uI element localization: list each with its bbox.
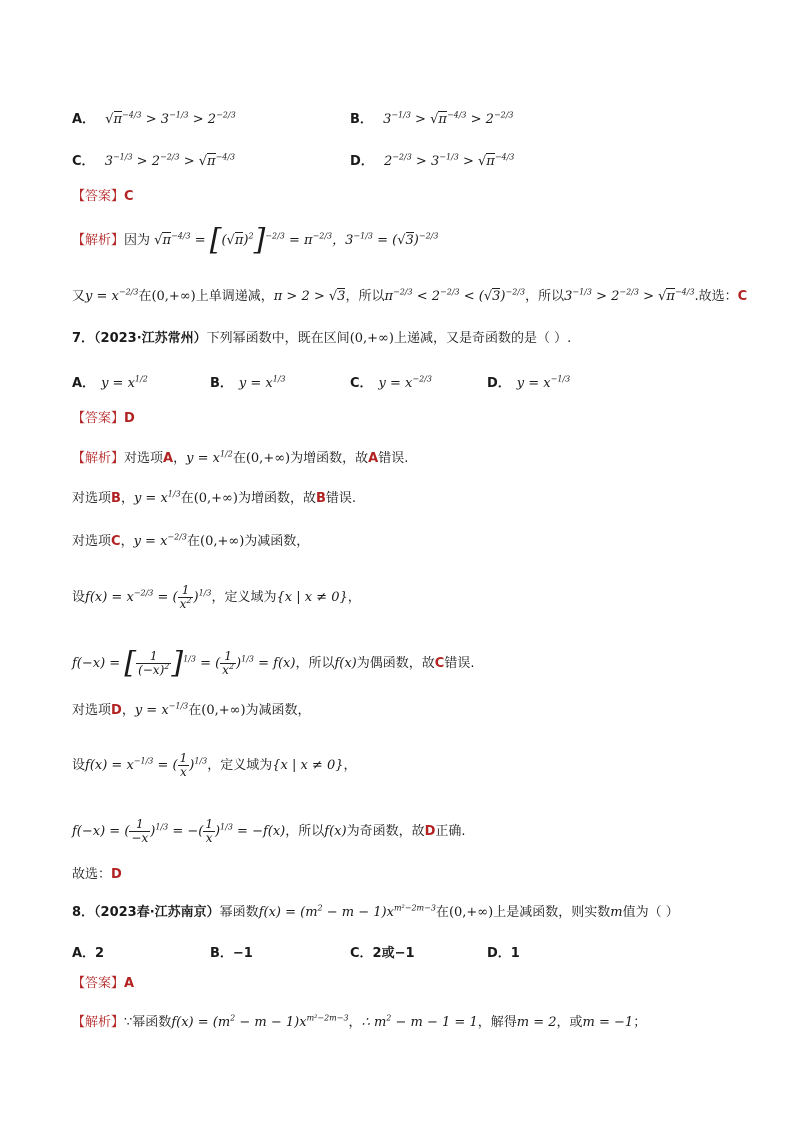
- text: 为增函数，故: [237, 491, 316, 506]
- text: .故选：: [694, 289, 738, 304]
- text: 上是减函数，则实数: [493, 905, 611, 920]
- analysis-tag: 【解析】: [72, 451, 125, 466]
- formula: f(x): [334, 656, 357, 671]
- q7-final: [72, 866, 122, 884]
- text: 值为（ ）: [622, 905, 679, 920]
- formula: (0,+∞): [201, 703, 246, 718]
- text: 因为: [124, 233, 151, 248]
- option-ref: D: [424, 824, 436, 839]
- text: ，所以: [285, 824, 325, 839]
- formula: $f(x) = x^{-2/3}$ = ( $\frac{1}{x^2}$ )$^{1/3}$: [85, 583, 212, 611]
- q6-option-a: [72, 108, 236, 127]
- option-ref: D: [111, 703, 122, 718]
- formula: (0,+∞): [151, 289, 196, 304]
- formula: f(−x) = ( $\frac{1}{-x}$ )$^{1/3}$ = −( $\frac{1}{x}$ )$^{1/3}$ = −f(x): [72, 817, 286, 845]
- q8-option-a: A．2: [72, 946, 105, 961]
- formula: (0,+∞): [193, 491, 238, 506]
- q8-stem: [72, 904, 679, 922]
- q6-option-c: [72, 150, 235, 169]
- formula: f(x): [324, 824, 347, 839]
- text: 又: [72, 289, 86, 304]
- answer-tag: 【答案】: [72, 411, 125, 426]
- option-ref: B: [111, 491, 121, 506]
- q6-answer: [72, 188, 134, 206]
- option-label: A．: [72, 376, 96, 391]
- formula: $y = x^{-2/3}$: [133, 532, 187, 549]
- formula: (0,+∞): [448, 905, 494, 920]
- q8-answer: [72, 975, 134, 993]
- q6-analysis-line2: [72, 288, 747, 306]
- option-ref: B: [315, 491, 326, 506]
- text: 为减函数，: [245, 703, 311, 718]
- text: 在: [187, 534, 201, 549]
- text: 在: [180, 491, 194, 506]
- text: 错误.: [325, 491, 357, 506]
- q7-answer: [72, 410, 135, 428]
- question-number: 7．: [72, 331, 95, 346]
- formula: $3^{-1/3} > √\pi^{-4/3} > 2^{-2/3}$: [383, 110, 514, 127]
- formula: $f(x) = (m^2 - m - 1)x^{m^2-2m-3}$: [171, 1013, 349, 1030]
- because-symbol: ∵: [124, 1015, 133, 1030]
- q7-option-d: [487, 372, 570, 391]
- q6-analysis-line1: [72, 222, 439, 258]
- text: 在: [435, 905, 449, 920]
- text: ，定义域为: [211, 590, 277, 605]
- option-label: B．: [210, 376, 233, 391]
- formula: $y = x^{-1/3}$: [134, 701, 189, 718]
- answer-value: A: [124, 976, 135, 991]
- formula: $y = x^{-2/3}$: [85, 287, 139, 304]
- q7-option-c: [350, 372, 432, 391]
- formula: $y = x^{1/3}$: [238, 374, 286, 391]
- formula: $3^{-1/3} > 2^{-2/3} > √\pi^{-4/3}$: [104, 152, 236, 169]
- option-label: C．: [350, 376, 373, 391]
- q6-option-d: [350, 150, 514, 169]
- formula: $y = x^{1/3}$: [133, 489, 181, 506]
- formula: $y = x^{1/2}$: [186, 449, 233, 466]
- formula: m = −1: [582, 1015, 634, 1030]
- q7-analysis-c: 对选项C，$y = x^{-2/3}$在(0,+∞)为减函数，: [72, 532, 310, 549]
- question-source: （2023·江苏常州）: [94, 331, 207, 346]
- formula: $3^{-1/3} > 2^{-2/3} > √\pi^{-4/3}$: [564, 287, 695, 304]
- formula: {x | x ≠ 0}: [272, 758, 344, 773]
- text: ，解得: [477, 1015, 517, 1030]
- text: 设: [72, 590, 86, 605]
- text: 为偶函数，故: [356, 656, 435, 671]
- option-ref: A: [368, 451, 379, 466]
- q8-option-c: C．2或−1: [350, 946, 415, 961]
- formula: (0,+∞): [349, 331, 394, 346]
- option-label: C．: [72, 154, 95, 169]
- text: ，定义域为: [207, 758, 273, 773]
- text: 为增函数，故: [290, 451, 369, 466]
- text: ，所以: [295, 656, 335, 671]
- text: ，所以: [525, 289, 565, 304]
- q7-analysis-d-def: 设$f(x) = x^{-1/3}$ = ( $\frac{1}{x}$ )$^{1/3}$，定义域为{x | x ≠ 0}，: [72, 751, 357, 779]
- text: ；: [633, 1015, 647, 1030]
- formula: f(−x) = [ $\frac{1}{(-x)^2}$ ]$^{1/3}$ = ( $\frac{1}{x^2}$ )$^{1/3}$ = f(x): [72, 645, 296, 681]
- answer-value: C: [124, 189, 134, 204]
- text: 幂函数: [132, 1015, 172, 1030]
- text: ，所以: [345, 289, 385, 304]
- text: ，: [348, 1015, 362, 1030]
- formula: m: [610, 905, 623, 920]
- text: 对选项: [72, 491, 112, 506]
- text: 在: [232, 451, 246, 466]
- option-label: B．: [350, 112, 373, 127]
- text: 对选项: [72, 703, 112, 718]
- formula: $f(x) = x^{-1/3}$ = ( $\frac{1}{x}$ )$^{1/3}$: [85, 751, 208, 779]
- q7-analysis-b: 对选项B，$y = x^{1/3}$在(0,+∞)为增函数，故B错误.: [72, 489, 357, 506]
- question-number: 8．: [72, 905, 95, 920]
- option-ref: A: [163, 451, 174, 466]
- q7-analysis-d: 对选项D，$y = x^{-1/3}$在(0,+∞)为减函数，: [72, 701, 311, 718]
- formula: $y = x^{-1/3}$: [516, 374, 571, 391]
- formula: $y = x^{-2/3}$: [378, 374, 432, 391]
- text: 为奇函数，故: [346, 824, 425, 839]
- q7-analysis-c-even: [72, 645, 475, 681]
- question-source: （2023春·江苏南京）: [94, 905, 220, 920]
- text: 对选项: [72, 534, 112, 549]
- option-ref: C: [111, 534, 121, 549]
- text: 幂函数: [219, 905, 259, 920]
- q8-option-d: D．1: [487, 946, 520, 961]
- text: 上单调递减，: [195, 289, 274, 304]
- formula: ∴ $m^2 - m - 1 = 1$: [361, 1013, 478, 1030]
- formula: $y = x^{1/2}$: [101, 374, 148, 391]
- q7-analysis-a: 【解析】对选项A，$y = x^{1/2}$在(0,+∞)为增函数，故A错误.: [72, 449, 409, 466]
- formula: π > 2 > √3: [273, 289, 346, 304]
- q8-option-b: B．−1: [210, 946, 253, 961]
- formula: (0,+∞): [200, 534, 245, 549]
- q7-option-b: [210, 372, 286, 391]
- formula: $\pi^{-2/3} < 2^{-2/3} < (√3)^{-2/3}$: [384, 287, 526, 304]
- formula: (0,+∞): [245, 451, 291, 466]
- option-ref: C: [434, 656, 445, 671]
- text: 为减函数，: [244, 534, 310, 549]
- text: 设: [72, 758, 86, 773]
- text: 在: [188, 703, 202, 718]
- analysis-tag: 【解析】: [72, 1015, 125, 1030]
- answer-tag: 【答案】: [72, 976, 125, 991]
- formula: $f(x) = (m^2 - m - 1)x^{m^2-2m-3}$: [258, 903, 436, 920]
- analysis-tag: 【解析】: [72, 233, 125, 248]
- text: 错误.: [444, 656, 475, 671]
- option-label: D．: [487, 376, 511, 391]
- q7-analysis-d-odd: [72, 818, 466, 845]
- formula: $2^{-2/3} > 3^{-1/3} > √\pi^{-4/3}$: [383, 152, 515, 169]
- option-label: A．: [72, 112, 96, 127]
- option-label: D．: [350, 154, 374, 169]
- text: 下列幂函数中，既在区间: [206, 331, 350, 346]
- formula: m = 2: [516, 1015, 557, 1030]
- answer-value: D: [111, 867, 122, 882]
- answer-value: C: [737, 289, 748, 304]
- q8-analysis: [72, 1014, 646, 1032]
- q7-stem: [72, 330, 571, 348]
- text: 上递减，又是奇函数的是（ ）.: [393, 331, 572, 346]
- text: 对选项: [124, 451, 164, 466]
- q7-analysis-c-def: 设$f(x) = x^{-2/3}$ = ( $\frac{1}{x^2}$ )$^{1/3}$，定义域为{x | x ≠ 0}，: [72, 583, 361, 611]
- text: 错误.: [378, 451, 409, 466]
- answer-value: D: [124, 411, 135, 426]
- text: 正确.: [435, 824, 466, 839]
- text: 在: [138, 289, 152, 304]
- text: ，或: [556, 1015, 583, 1030]
- text: 故选：: [72, 867, 112, 882]
- formula: {x | x ≠ 0}: [276, 590, 348, 605]
- formula: $√\pi^{-4/3} > 3^{-1/3} > 2^{-2/3}$: [105, 110, 236, 127]
- q6-option-b: [350, 108, 514, 127]
- formula: $√\pi^{-4/3} = [(√\pi)^2]^{-2/3} = \pi^{-2/3}$，$3^{-1/3} = (√3)^{-2/3}$: [154, 222, 439, 258]
- answer-tag: 【答案】: [72, 189, 125, 204]
- q7-option-a: [72, 372, 148, 391]
